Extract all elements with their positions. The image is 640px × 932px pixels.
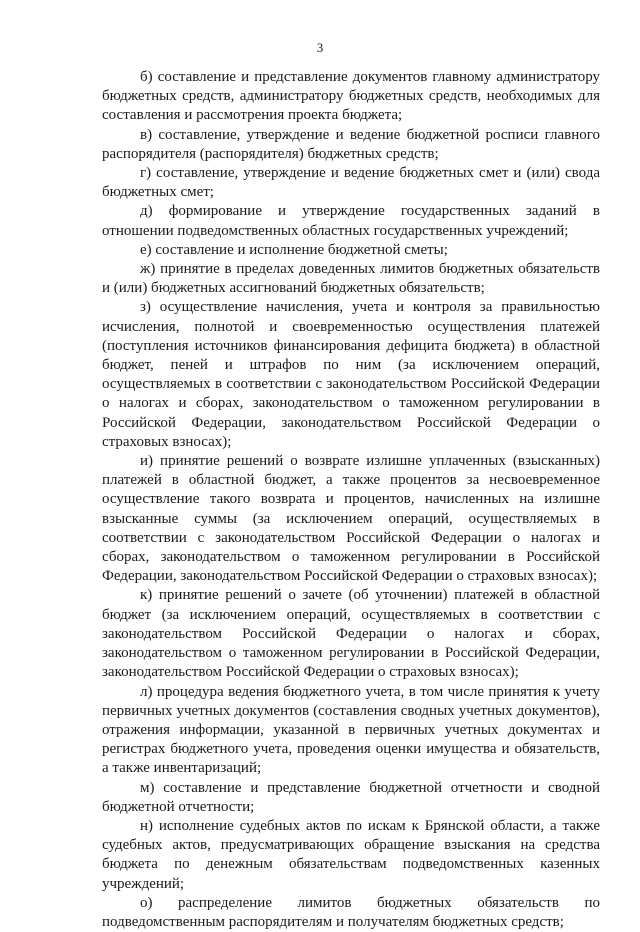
paragraph-b: б) составление и представление документов главному администратору бюджетных средств, администратору бюджетных средств, необходимых для составления и рассмотрения проекта бюджета; [102, 69, 600, 124]
paragraph-k: к) принятие решений о зачете (об уточнении) платежей в областной бюджет (за исключением операций, осуществляемых в соответствии с законодательством Российской Федерации о налогах и сборах, законодательством о таможенном регулировании в Российской Федерации, законодательством Российской Федерации о страховых взносах); [102, 587, 600, 681]
paragraph-o: о) распределение лимитов бюджетных обязательств по подведомственным распорядителям и получателям бюджетных средств; [102, 894, 600, 930]
paragraph-m: м) составление и представление бюджетной отчетности и сводной бюджетной отчетности; [102, 779, 600, 815]
paragraph-g: г) составление, утверждение и ведение бюджетных смет и (или) свода бюджетных смет; [102, 165, 600, 201]
paragraph-i: и) принятие решений о возврате излишне уплаченных (взысканных) платежей в областной бюджет, а также процентов за несвоевременное осуществление такого возврата и процентов, начисленных на излишне взысканные суммы (за исключением операций, осуществляемых в соответствии с законодательством Российской Федерации о налогах и сборах, законодательством о таможенном регулировании в Российской Федерации, законодательством Российской Федерации о страховых взносах); [102, 453, 600, 585]
document-body [102, 68, 600, 932]
paragraph-v: в) составление, утверждение и ведение бюджетной росписи главного распорядителя (распорядителя) бюджетных средств; [102, 126, 600, 162]
paragraph-e: е) составление и исполнение бюджетной сметы; [140, 241, 448, 258]
paragraph-d: д) формирование и утверждение государственных заданий в отношении подведомственных областных государственных учреждений; [102, 203, 600, 239]
paragraph-zh: ж) принятие в пределах доведенных лимитов бюджетных обязательств и (или) бюджетных ассигнований бюджетных обязательств; [102, 261, 600, 297]
paragraph-n: н) исполнение судебных актов по искам к Брянской области, а также судебных актов, предусматривающих обращение взыскания на средства бюджета по денежным обязательствам подведомственных казенных учреждений; [102, 817, 600, 892]
page-number: 3 [316, 40, 324, 55]
paragraph-l: л) процедура ведения бюджетного учета, в том числе принятия к учету первичных учетных документов (составления сводных учетных документов), отражения информации, указанной в первичных учетных документах и регистрах бюджетного учета, проведения оценки имущества и обязательств, а также инвентаризаций; [102, 683, 600, 777]
paragraph-z: з) осуществление начисления, учета и контроля за правильностью исчисления, полнотой и своевременностью осуществления платежей (поступления источников финансирования дефицита бюджета) в областной бюджет, пеней и штрафов по ним (за исключением операций, осуществляемых в соответствии с законодательством Российской Федерации о налогах и сборах, законодательством о таможенном регулировании в Российской Федерации, законодательством Российской Федерации о страховых взносах); [102, 299, 600, 450]
